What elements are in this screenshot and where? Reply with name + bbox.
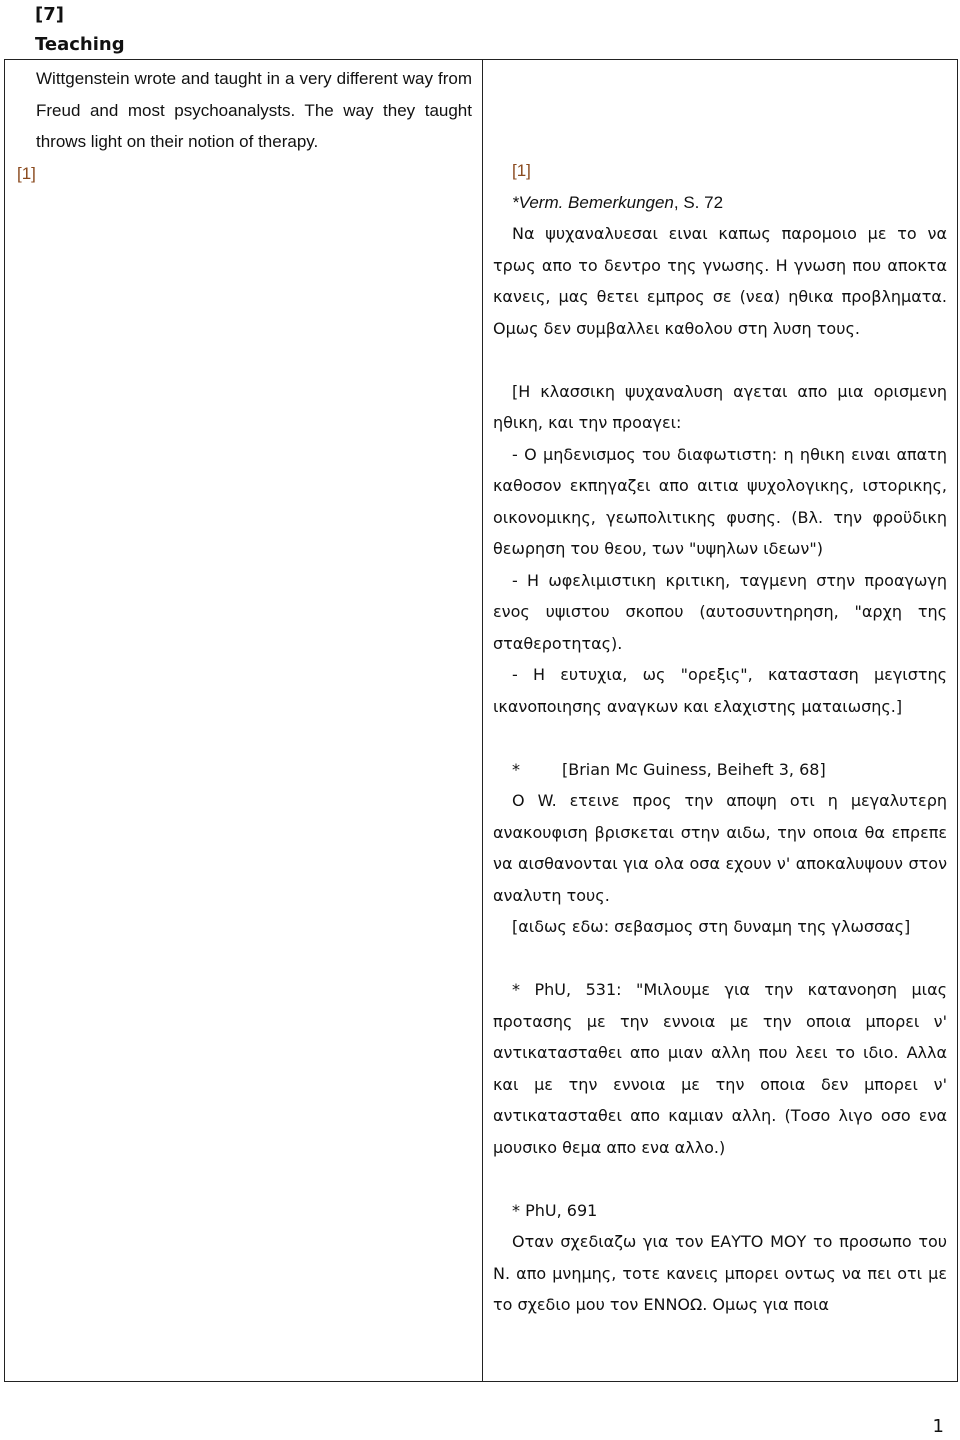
phu-691-source: * PhU, 691 <box>512 1200 598 1220</box>
left-column <box>5 60 483 1382</box>
footnote-anchor: [1] <box>512 161 531 180</box>
right-column <box>483 60 958 1382</box>
phu-531-quote: * PhU, 531: "Μιλουμε για την κατανοηση μιας προτασης με την εννοια με την οποια μπορει ν' αντικατασταθει απο μιαν αλλη που λεει το ιδιο. Αλλα και με την εννοια με την οποια δεν μπορει ν' αντικατασταθει απο καμιαν αλλη. (Τοσο λιγο οσο ενα μουσικο θεμα απο ενα αλλο.) <box>493 980 947 1157</box>
verm-quote: Να ψυχαναλυεσαι ειναι καπως παρομοιο με το να τρως απο το δεντρο της γνωσης. Η γνωση που αποκτα κανεις, μας θετει εμπρος σε (νεα) ηθικα προβληματα. Ομως δεν συμβαλλει καθολου στη λυση τους. <box>493 224 947 338</box>
mcguiness-citation <box>493 754 947 786</box>
mcguiness-source: [Brian Mc Guiness, Beiheft 3, 68] <box>562 759 826 779</box>
mcguiness-quote: Ο W. ετεινε προς την αποψη οτι η μεγαλυτερη ανακουφιση βρισκεται στην αιδω, την οποια θα επρεπε να αισθανονται για ολα οσα εχουν ν' αποκαλυψουν στον αναλυτη τους. <box>493 791 947 905</box>
classic-point-1: - Ο μηδενισμος του διαφωτιστη: η ηθικη ειναι απατη καθοσον εκπηγαζει απο αιτια ψυχολογικης, ιστορικης, οικονομικης, γεωπολιτικης φυσης. (Βλ. την φροϋδικη θεωρηση του θεου, των "υψηλων ιδεων") <box>493 444 947 558</box>
verm-source-page: , S. 72 <box>673 192 724 212</box>
classic-intro: [Η κλασσικη ψυχαναλυση αγεται απο μια ορισμενη ηθικη, και την προαγει: <box>493 381 947 432</box>
mcguiness-note: [αιδως εδω: σεβασμος στη δυναμη της γλωσσας] <box>512 917 911 936</box>
two-column-table <box>4 59 958 1382</box>
classic-point-3: - Η ευτυχια, ως "ορεξις", κατασταση μεγιστης ικανοποιησης αναγκων και ελαχιστης ματαιωσης.] <box>493 665 947 716</box>
main-paragraph: Wittgenstein wrote and taught in a very different way from Freud and most psychoanalysts. The way they taught throws light on their notion of therapy. <box>36 69 472 151</box>
verm-source <box>493 187 947 219</box>
section-number: [7] <box>35 4 64 25</box>
page-number: 1 <box>932 1416 944 1437</box>
classic-point-2: - Η ωφελιμιστικη κριτικη, ταγμενη στην προαγωγη ενος υψιστου σκοπου (αυτοσυντηρηση, "αρχη της σταθεροτητας). <box>493 570 947 653</box>
section-header <box>35 0 125 60</box>
mcguiness-star: * <box>512 759 520 779</box>
phu-691-quote: Οταν σχεδιαζω για τον ΕΑΥΤΟ ΜΟΥ το προσωπο του Ν. απο μνημης, τοτε κανεις μπορει οντως να πει οτι με το σχεδιο μου τον ΕΝΝΟΩ. Ομως για ποια <box>493 1232 947 1314</box>
section-title: Teaching <box>35 34 125 55</box>
verm-source-title: *Verm. Bemerkungen <box>512 192 674 212</box>
footnote-link[interactable]: [1] <box>17 163 36 183</box>
